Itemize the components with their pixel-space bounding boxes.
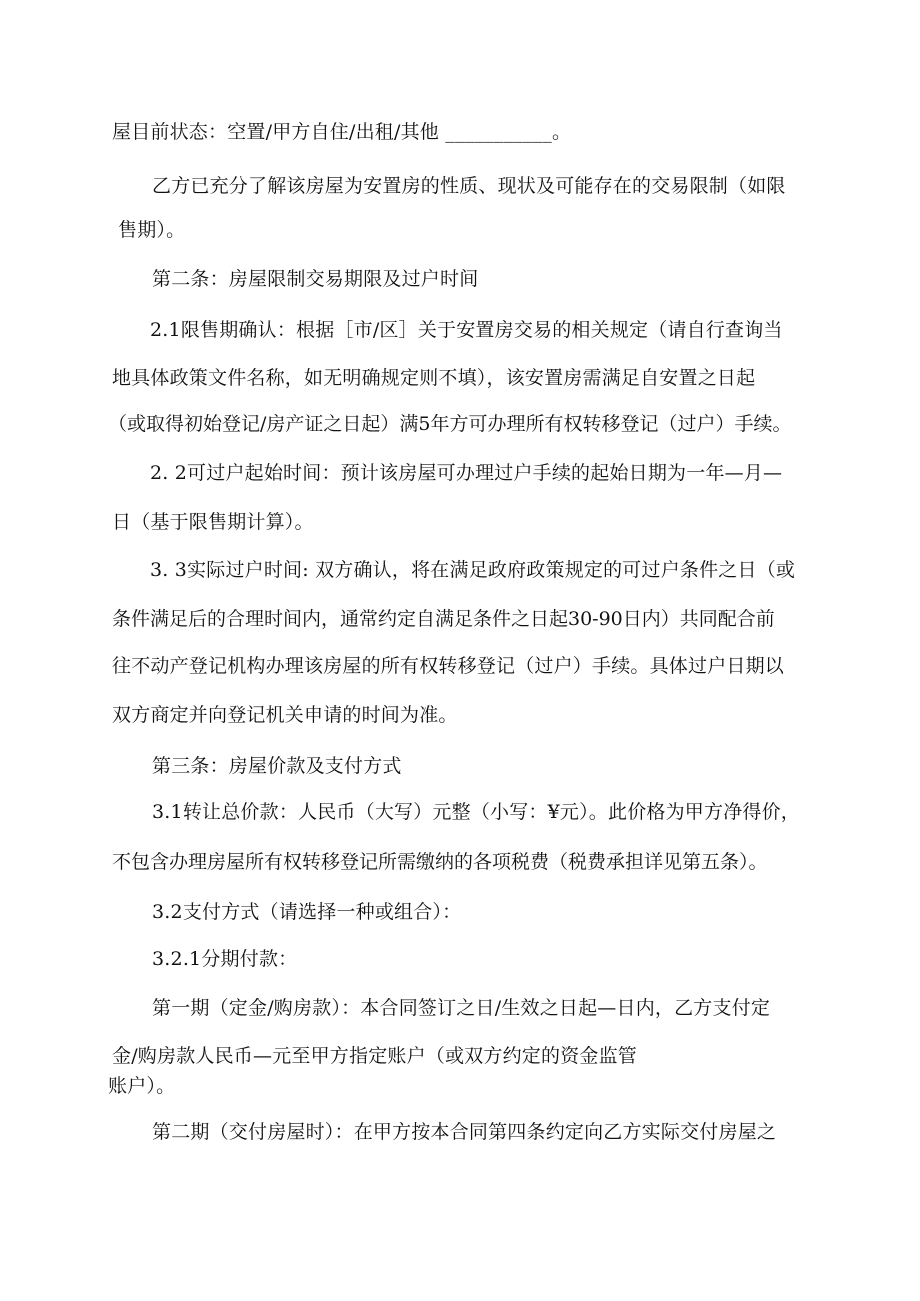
text-line: 售期）。 [118,219,186,241]
text-line: 3.2.1分期付款： [152,948,298,970]
text-line: 地具体政策文件名称，如无明确规定则不填），该安置房需满足自安置之日起 [112,367,756,389]
text-line: 3.1转让总价款：人民币（大写）元整（小写：¥元）。此价格为甲方净得价， [152,801,801,823]
text-line: 账户）。 [108,1075,176,1097]
text-line: 第一期（定金/购房款）：本合同签订之日/生效之日起—日内，乙方支付定 [152,997,771,1019]
text-line: 2. 2可过户起始时间：预计该房屋可办理过户手续的起始日期为一年—月— [150,462,783,484]
text-line: 金/购房款人民币—元至甲方指定账户（或双方约定的资金监管 [112,1045,638,1067]
section-heading: 第二条：房屋限制交易期限及过户时间 [152,268,479,290]
text-line: 双方商定并向登记机关申请的时间为准。 [112,704,458,726]
text-line: 3.2支付方式（请选择一种或组合）： [152,901,462,923]
text-line: 屋目前状态：空置/甲方自住/出租/其他 ___________。 [112,121,572,143]
text-line: （或取得初始登记/房产证之日起）满5年方可办理所有权转移登记（过户）手续。 [108,413,792,435]
text-line: 往不动产登记机构办理该房屋的所有权转移登记（过户）手续。具体过户日期以 [112,655,785,677]
text-line: 3. 3实际过户时间: 双方确认，将在满足政府政策规定的可过户条件之日（或 [150,559,796,581]
text-line: 条件满足后的合理时间内，通常约定自满足条件之日起30-90日内）共同配合前 [112,608,775,630]
text-line: 日（基于限售期计算）。 [112,511,314,533]
section-heading: 第三条：房屋价款及支付方式 [152,755,402,777]
text-line: 第二期（交付房屋时）：在甲方按本合同第四条约定向乙方实际交付房屋之 [152,1121,777,1143]
text-line: 2.1限售期确认：根据［市/区］关于安置房交易的相关规定（请自行查询当 [150,319,783,341]
text-line: 不包含办理房屋所有权转移登记所需缴纳的各项税费（税费承担详见第五条）。 [112,851,768,873]
text-line: 乙方已充分了解该房屋为安置房的性质、现状及可能存在的交易限制（如限 [152,175,786,197]
